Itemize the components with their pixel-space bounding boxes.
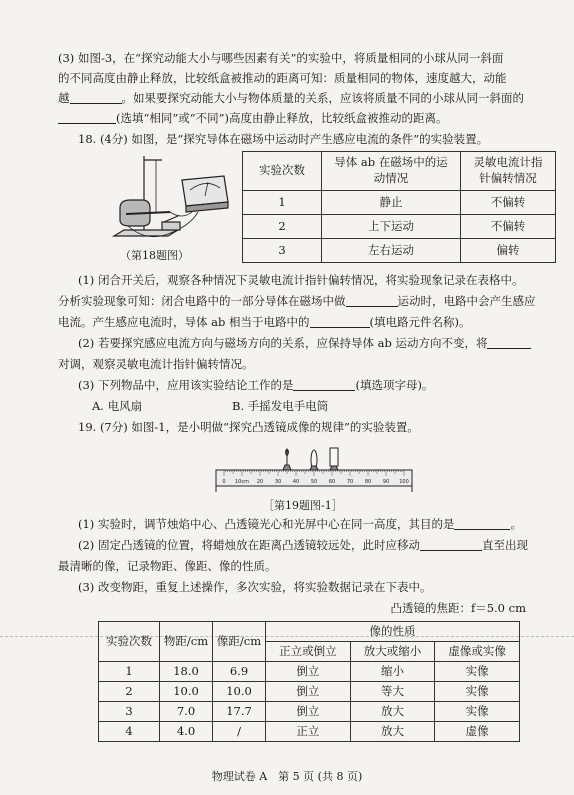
table-cell: 10.0: [213, 682, 266, 702]
table-row: [99, 722, 520, 742]
ruler-tick-label: 70: [346, 479, 354, 485]
switch: [162, 222, 180, 230]
q17-3-line3a: 越: [58, 91, 70, 105]
q19-title: 19. (7分) 如图-1，是小明做“探究凸透镜成像的规律”的实验装置。: [78, 420, 419, 434]
table-cell: 不偏转: [461, 191, 556, 215]
wire-1: [170, 212, 192, 216]
table-row: [243, 191, 556, 215]
q18-2-line1: [78, 335, 554, 353]
table-row: [99, 662, 520, 682]
table-cell: 3: [99, 702, 160, 722]
answer-blank-q19-2[interactable]: [420, 538, 482, 551]
q18-option-b: B. 手摇发电手电筒: [232, 399, 329, 413]
q18-1-line2b: 运动时，电路中会产生感应: [397, 294, 536, 308]
table-cell: 1: [243, 191, 322, 215]
page-footer: 物理试卷 A 第 5 页 (共 8 页): [211, 770, 363, 783]
table-row: [243, 239, 556, 263]
table-cell: 倒立: [266, 662, 351, 682]
ruler-tick-label: 80: [364, 479, 372, 485]
candle-flame: [286, 449, 289, 456]
table-cell: 不偏转: [461, 215, 556, 239]
table-row: [243, 215, 556, 239]
ruler-tick-label: 90: [382, 479, 390, 485]
table-header-cell: 放大或缩小: [350, 642, 435, 662]
table-cell: 缩小: [350, 662, 435, 682]
focal-length-label: 凸透镜的焦距：f＝5.0 cm: [390, 601, 526, 615]
light-screen: [330, 448, 338, 466]
table-cell: 实像: [435, 702, 520, 722]
q19-1-line: [78, 516, 554, 534]
q18-1-line2a: 分析实验现象可知：闭合电路中的一部分导体在磁场中做: [58, 294, 346, 308]
table-header-cell: 虚像或实像: [435, 642, 520, 662]
stand-base: [114, 230, 178, 236]
ruler-tick-label: 30: [274, 479, 282, 485]
q18-title: 18. (4分) 如图，是“探究导体在磁场中运动时产生感应电流的条件”的实验装置。: [78, 132, 489, 146]
q18-1-line3b: (填电路元件名称)。: [369, 315, 471, 329]
galvanometer-body: [182, 176, 228, 206]
table-cell: 6.9: [213, 662, 266, 682]
table-header-cell: 正立或倒立: [266, 642, 351, 662]
table-header-cell: 像距/cm: [213, 622, 266, 662]
lens-holder: [310, 466, 318, 470]
answer-blank-q17-3a[interactable]: [70, 91, 122, 104]
ruler-tick-label: 10cm: [235, 479, 249, 485]
table-cell: 静止: [322, 191, 461, 215]
table-header-cell: 像的性质: [266, 622, 520, 642]
table-header-cell: 实验次数: [243, 152, 322, 191]
q17-3-line4: [58, 110, 554, 128]
q18-1-line2: [58, 293, 554, 311]
answer-blank-q18-1b[interactable]: [310, 315, 370, 328]
q19-2-line1: [78, 537, 554, 555]
table-header-cell: 实验次数: [99, 622, 160, 662]
answer-blank-q19-1[interactable]: [454, 517, 510, 530]
table-header-cell: 灵敏电流计指针偏转情况: [461, 152, 556, 191]
q19-3-line: (3) 改变物距，重复上述操作，多次实验，将实验数据记录在下表中。: [78, 580, 432, 594]
table-cell: 倒立: [266, 702, 351, 722]
table-cell: 4: [99, 722, 160, 742]
table-cell: 实像: [435, 662, 520, 682]
q19-1a: (1) 实验时，调节烛焰中心、凸透镜光心和光屏中心在同一高度，其目的是: [78, 517, 455, 531]
switch-lever: [164, 216, 178, 222]
table-cell: 2: [99, 682, 160, 702]
q18-3-line: [78, 377, 554, 395]
table-cell: 倒立: [266, 682, 351, 702]
ruler-tick-label: 100: [399, 479, 409, 485]
q19-table: [98, 621, 520, 742]
table-header-cell: 导体 ab 在磁场中的运动情况: [322, 152, 461, 191]
table-cell: 左右运动: [322, 239, 461, 263]
table-cell: 正立: [266, 722, 351, 742]
q18-2-line1a: (2) 若要探究感应电流方向与磁场方向的关系，应保持导体 ab 运动方向不变，将: [78, 336, 488, 350]
q19-figure-caption: ［第19题图-1］: [263, 499, 343, 512]
q18-3a: (3) 下列物品中，应用该实验结论工作的是: [78, 378, 294, 392]
screen-holder: [330, 466, 338, 470]
ruler-tick-label: 20: [256, 479, 264, 485]
answer-blank-q17-3b[interactable]: [58, 111, 116, 124]
q19-2-line1b: 直至出现: [481, 538, 528, 552]
table-cell: 上下运动: [322, 215, 461, 239]
table-cell: 17.7: [213, 702, 266, 722]
table-header-row: [99, 622, 520, 642]
q19-2-line1a: (2) 固定凸透镜的位置，将蜡烛放在距离凸透镜较远处，此时应移动: [78, 538, 420, 552]
ruler-tick-label: 50: [310, 479, 318, 485]
table-cell: 2: [243, 215, 322, 239]
q18-option-a: A. 电风扇: [92, 399, 143, 413]
ruler-tick-label: 0: [222, 479, 226, 485]
table-row: [99, 682, 520, 702]
q18-1-line3: [58, 314, 554, 332]
q18-table: [242, 151, 556, 263]
q18-1-line1: (1) 闭合开关后，观察各种情况下灵敏电流计指针偏转情况，将实验现象记录在表格中。: [78, 273, 524, 287]
q18-figure-caption: （第18题图）: [120, 249, 189, 262]
table-header-row: [243, 152, 556, 191]
table-cell: 7.0: [160, 702, 213, 722]
q17-3-line3b: 。如果要探究动能大小与物体质量的关系，应该将质量不同的小球从同一斜面的: [121, 91, 524, 105]
table-cell: 等大: [350, 682, 435, 702]
table-cell: 实像: [435, 682, 520, 702]
ruler-tick-label: 60: [328, 479, 336, 485]
q19-optical-bench-figure: [214, 446, 414, 494]
table-cell: 虚像: [435, 722, 520, 742]
table-cell: 放大: [350, 722, 435, 742]
table-cell: 3: [243, 239, 322, 263]
table-cell: 偏转: [461, 239, 556, 263]
table-cell: /: [213, 722, 266, 742]
q19-1b: 。: [510, 517, 522, 531]
table-cell: 18.0: [160, 662, 213, 682]
table-cell: 4.0: [160, 722, 213, 742]
table-header-cell: 物距/cm: [160, 622, 213, 662]
answer-blank-q18-3[interactable]: [293, 378, 355, 391]
q18-3b: (填选项字母)。: [355, 378, 434, 392]
table-cell: 10.0: [160, 682, 213, 702]
q17-3-line1: (3) 如图-3，在“探究动能大小与哪些因素有关”的实验中，将质量相同的小球从同一斜面: [58, 51, 504, 65]
table-row: [99, 702, 520, 722]
q18-apparatus-figure: [86, 150, 236, 242]
q17-3-line4-text: (选填“相同”或“不同”)高度由静止释放，比较纸盒被推动的距离。: [116, 111, 448, 125]
q17-3-line2: 的不同高度由静止释放，比较纸盒被推动的距离可知：质量相同的物体，速度越大，动能: [58, 71, 507, 85]
q18-2-line2: 对调，观察灵敏电流计指针偏转情况。: [58, 357, 254, 371]
candle-holder: [283, 465, 291, 470]
q17-3-line3: [58, 90, 554, 108]
table-cell: 放大: [350, 702, 435, 722]
answer-blank-q18-1a[interactable]: [346, 294, 398, 307]
table-cell: 1: [99, 662, 160, 682]
ruler-tick-label: 40: [292, 479, 300, 485]
answer-blank-q18-2[interactable]: [487, 336, 531, 349]
q19-2-line2: 最清晰的像，记录物距、像距、像的性质。: [58, 559, 277, 573]
q18-1-line3a: 电流。产生感应电流时，导体 ab 相当于电路中的: [58, 315, 310, 329]
